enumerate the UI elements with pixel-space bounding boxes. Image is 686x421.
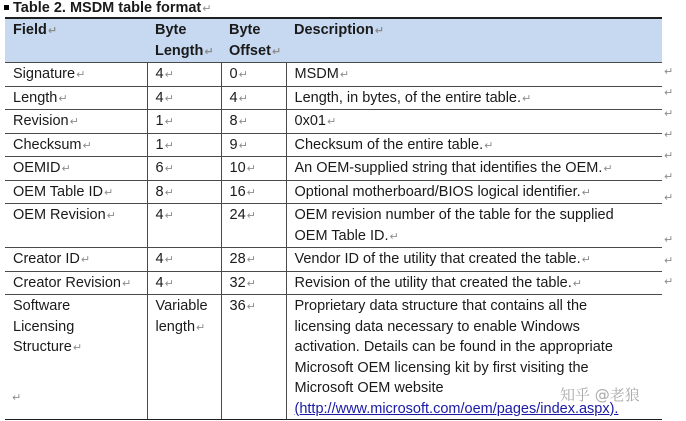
table-row (5, 248, 662, 272)
watermark: 知乎 @老狼 (560, 386, 640, 404)
paragraph-mark-icon: ↵ (12, 392, 22, 404)
row-end-mark-icon: ↵ (664, 108, 674, 120)
table-header-row (5, 18, 662, 63)
field-cell: OEM Revision↵ (5, 204, 147, 248)
description-cell: Proprietary data structure that contains all the licensing data necessary to enable Windows activation. Details can be found in the appropriate Microsoft OEM licensing kit by first visiting the Microsoft OEM website (http://www.microsoft.com/oem/pages/index.aspx). (286, 295, 662, 420)
description-cell: OEM revision number of the table for the supplied OEM Table ID.↵ (286, 204, 662, 248)
offset-cell: 36↵ (221, 295, 286, 420)
length-cell: 4↵ (147, 86, 221, 110)
field-cell: Signature↵ (5, 63, 147, 87)
description-cell: MSDM↵ (286, 63, 662, 87)
description-cell: Optional motherboard/BIOS logical identifier.↵ (286, 180, 662, 204)
description-cell: Revision of the utility that created the table.↵ (286, 271, 662, 295)
table-caption: Table 2. MSDM table format↵ (2, 0, 211, 17)
offset-cell: 16↵ (221, 180, 286, 204)
length-cell: 6↵ (147, 157, 221, 181)
description-cell: Vendor ID of the utility that created the table.↵ (286, 248, 662, 272)
description-cell: Length, in bytes, of the entire table.↵ (286, 86, 662, 110)
length-cell: 1↵ (147, 133, 221, 157)
table-row (5, 110, 662, 134)
row-end-mark-icon: ↵ (664, 276, 674, 288)
table-row (5, 86, 662, 110)
table-row (5, 180, 662, 204)
row-end-mark-icon: ↵ (664, 255, 674, 267)
offset-cell: 10↵ (221, 157, 286, 181)
row-end-mark-icon: ↵ (664, 150, 674, 162)
field-cell: Checksum↵ (5, 133, 147, 157)
length-cell: 4↵ (147, 63, 221, 87)
offset-cell: 0↵ (221, 63, 286, 87)
description-cell: 0x01↵ (286, 110, 662, 134)
offset-cell: 4↵ (221, 86, 286, 110)
header-field: Field↵ (5, 18, 147, 63)
offset-cell: 8↵ (221, 110, 286, 134)
field-cell: Creator Revision↵ (5, 271, 147, 295)
paragraph-mark-icon: ↵ (202, 3, 212, 15)
header-byte-offset: Byte Offset↵ (221, 18, 286, 63)
row-end-mark-icon: ↵ (664, 192, 674, 204)
bullet-icon (4, 5, 9, 10)
description-cell: Checksum of the entire table.↵ (286, 133, 662, 157)
offset-cell: 9↵ (221, 133, 286, 157)
table-row (5, 133, 662, 157)
field-cell: Length↵ (5, 86, 147, 110)
header-description: Description↵ (286, 18, 662, 63)
row-end-mark-icon: ↵ (664, 171, 674, 183)
msdm-table (5, 17, 662, 420)
table-row (5, 271, 662, 295)
field-cell: OEMID↵ (5, 157, 147, 181)
length-cell: 4↵ (147, 204, 221, 248)
table-row (5, 157, 662, 181)
offset-cell: 24↵ (221, 204, 286, 248)
length-cell: 4↵ (147, 271, 221, 295)
row-end-mark-icon: ↵ (664, 234, 674, 246)
row-end-mark-icon: ↵ (664, 129, 674, 141)
length-cell: 1↵ (147, 110, 221, 134)
table-row (5, 204, 662, 248)
row-end-mark-icon: ↵ (664, 66, 674, 78)
length-cell: 8↵ (147, 180, 221, 204)
field-cell: OEM Table ID↵ (5, 180, 147, 204)
offset-cell: 28↵ (221, 248, 286, 272)
length-cell: Variable length↵ (147, 295, 221, 420)
header-byte-length: Byte Length↵ (147, 18, 221, 63)
field-cell: Creator ID↵ (5, 248, 147, 272)
description-cell: An OEM-supplied string that identifies the OEM.↵ (286, 157, 662, 181)
field-cell: Software Licensing Structure↵ (5, 295, 147, 420)
field-cell: Revision↵ (5, 110, 147, 134)
offset-cell: 32↵ (221, 271, 286, 295)
row-end-mark-icon: ↵ (664, 87, 674, 99)
table-row (5, 63, 662, 87)
length-cell: 4↵ (147, 248, 221, 272)
oem-website-link[interactable]: (http://www.microsoft.com/oem/pages/index.aspx). (294, 400, 619, 417)
